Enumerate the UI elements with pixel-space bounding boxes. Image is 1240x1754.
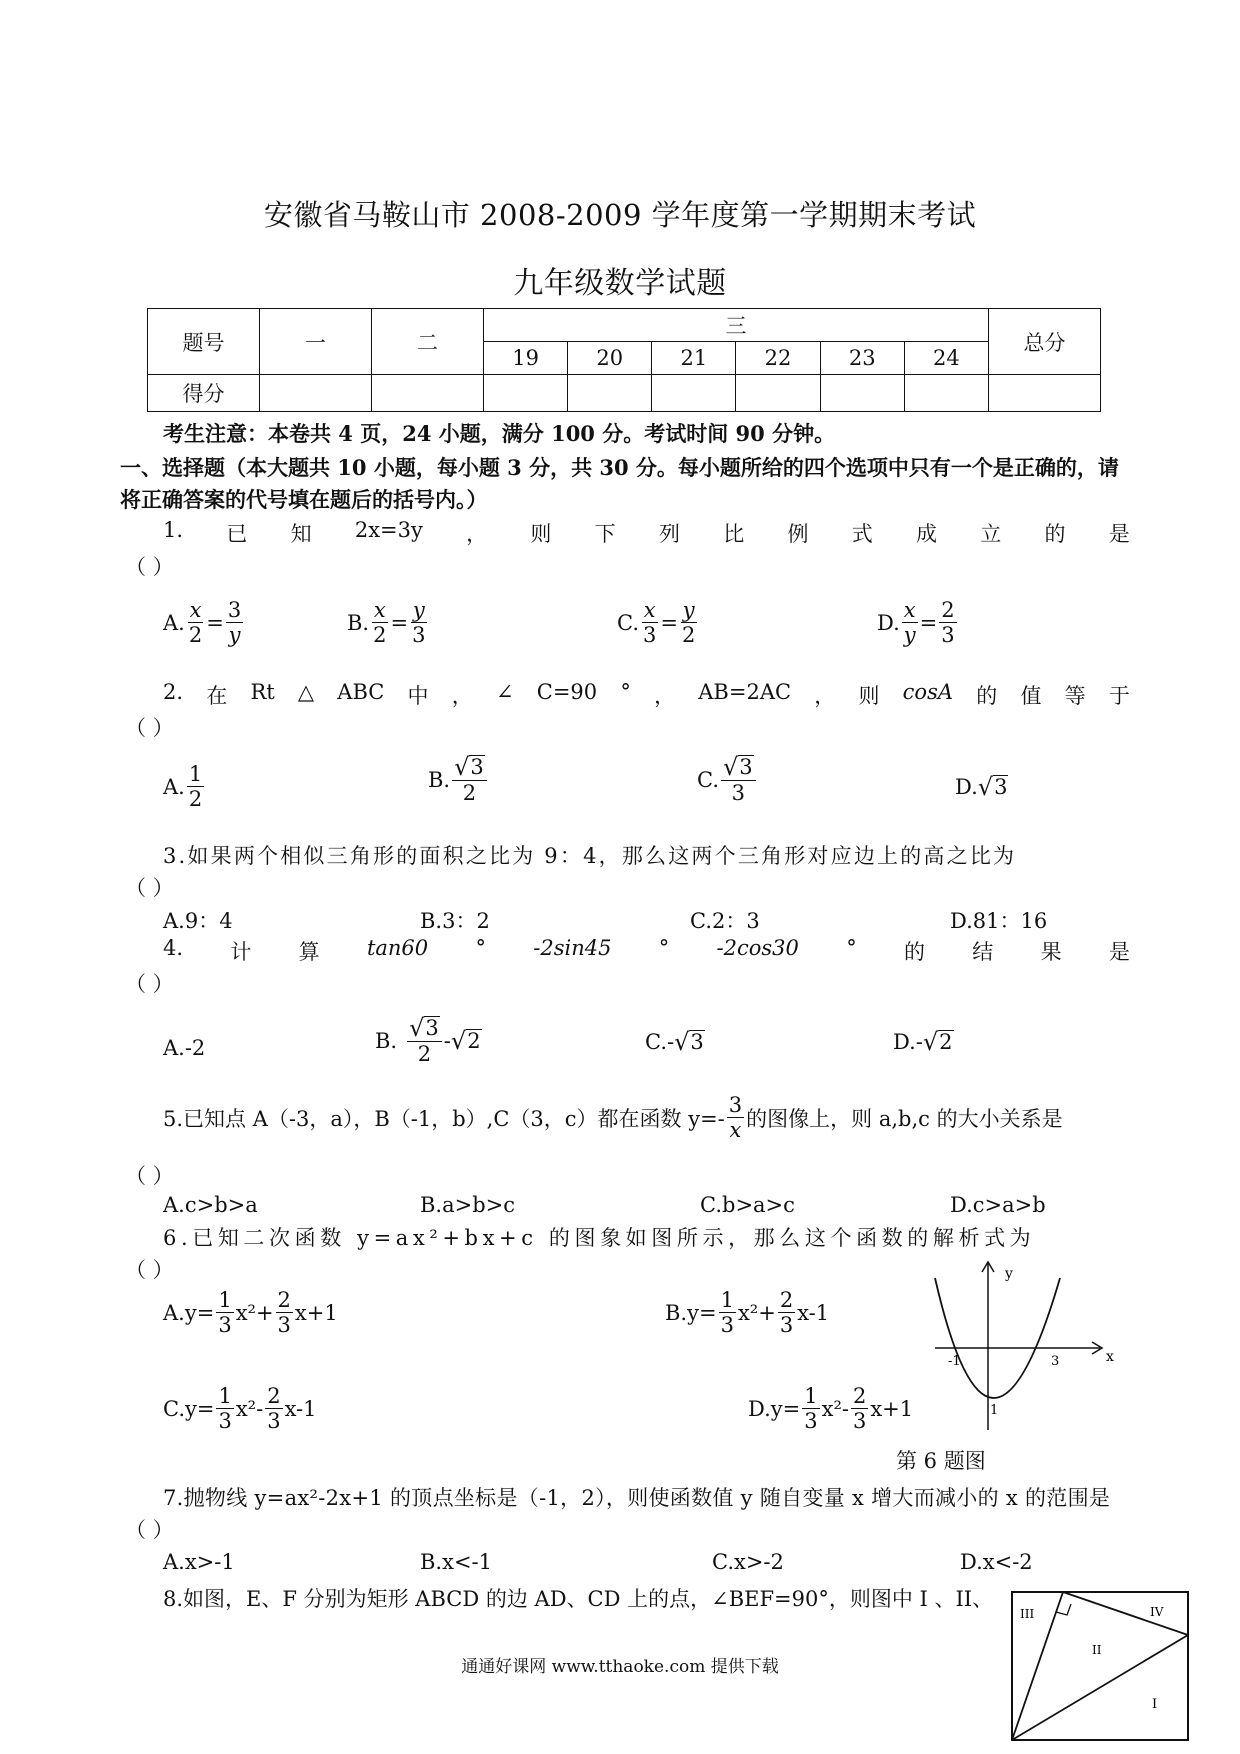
q6-answer-paren: （ ） bbox=[125, 1258, 174, 1282]
question-5-stem bbox=[163, 1093, 1130, 1142]
q5-option-a: A.c>b>a bbox=[163, 1193, 258, 1217]
option-label: D. bbox=[877, 610, 900, 635]
option-text: x²+ bbox=[235, 1300, 274, 1325]
radicand: 2 bbox=[467, 1029, 481, 1054]
sqrt-icon: √ bbox=[977, 773, 994, 802]
question-2-stem bbox=[163, 680, 1130, 710]
option-label: C. bbox=[697, 768, 719, 793]
question-7-stem: 7.抛物线 y=ax²-2x+1 的顶点坐标是（-1，2），则使函数值 y 随自变量 x 增大而减小的 x 的范围是 bbox=[163, 1486, 1111, 1510]
option-label: D. bbox=[955, 775, 978, 800]
q1-word: 已 bbox=[226, 522, 248, 546]
frac-den: 3 bbox=[720, 1313, 734, 1338]
frac-num: 2 bbox=[779, 1288, 794, 1312]
frac-den: 3 bbox=[779, 1313, 794, 1338]
q5-text-pre: 5.已知点 A（-3，a），B（-1，b）,C（3，c）都在函数 y=- bbox=[163, 1106, 725, 1131]
frac-den: y bbox=[903, 623, 916, 648]
frac-den: 3 bbox=[804, 1409, 818, 1434]
q2-word: ， bbox=[451, 684, 473, 708]
q7-option-c: C.x>-2 bbox=[712, 1550, 784, 1574]
table-qnum-19: 19 bbox=[484, 342, 568, 375]
table-header-two: 二 bbox=[372, 309, 484, 375]
q2-option-a bbox=[163, 762, 206, 811]
frac-num: 1 bbox=[218, 1384, 232, 1408]
option-label: B. bbox=[347, 610, 370, 635]
q7-option-b: B.x<-1 bbox=[420, 1550, 493, 1574]
q4-word: tan60 bbox=[366, 936, 429, 960]
option-label: C.y= bbox=[163, 1396, 215, 1421]
radicand: 3 bbox=[425, 1016, 439, 1040]
option-text: x-1 bbox=[797, 1300, 830, 1325]
q2-word: cosA bbox=[902, 680, 954, 704]
q4-word: ° bbox=[658, 936, 670, 960]
option-label: A. bbox=[163, 774, 185, 799]
frac-den: 2 bbox=[681, 623, 696, 648]
q1-word: 列 bbox=[658, 522, 680, 546]
q2-word: △ bbox=[297, 680, 315, 704]
region-label-1: I bbox=[1152, 1697, 1158, 1712]
option-text: x+1 bbox=[294, 1300, 338, 1325]
q3-option-d: D.81：16 bbox=[950, 909, 1048, 933]
q4-word: 4. bbox=[163, 936, 184, 960]
q2-answer-paren: （ ） bbox=[125, 716, 174, 740]
q2-word: 2. bbox=[163, 680, 184, 704]
frac-den: 3 bbox=[218, 1409, 232, 1434]
option-text: x²- bbox=[821, 1396, 849, 1421]
tick-label-minus-1: -1 bbox=[948, 1354, 961, 1369]
radicand: 3 bbox=[994, 775, 1008, 799]
option-text: x²+ bbox=[737, 1300, 776, 1325]
option-label: C. bbox=[617, 610, 639, 635]
q1-word: 立 bbox=[980, 522, 1002, 546]
q1-word: 比 bbox=[723, 522, 745, 546]
x-axis-label: x bbox=[1106, 1349, 1114, 1365]
q2-word: Rt bbox=[250, 680, 275, 704]
sqrt-icon: √ bbox=[409, 1014, 425, 1043]
q4-word: 结 bbox=[972, 940, 994, 964]
q4-word: 果 bbox=[1040, 940, 1062, 964]
page-footer: 通通好课网 www.tthaoke.com 提供下载 bbox=[461, 1657, 779, 1677]
q2-option-d bbox=[955, 773, 1008, 802]
q1-word: 1. bbox=[163, 518, 184, 542]
q6-option-d bbox=[748, 1384, 913, 1433]
equals: = bbox=[206, 610, 224, 635]
q2-word: AB=2AC bbox=[698, 680, 792, 704]
option-label: B. bbox=[375, 1029, 398, 1054]
table-header-total: 总分 bbox=[989, 309, 1101, 375]
q6-option-c bbox=[163, 1384, 317, 1433]
table-qnum-21: 21 bbox=[652, 342, 736, 375]
q7-option-a: A.x>-1 bbox=[163, 1550, 235, 1574]
q6-option-b bbox=[665, 1288, 829, 1337]
q5-option-b: B.a>b>c bbox=[420, 1193, 516, 1217]
option-text: x-1 bbox=[284, 1396, 317, 1421]
option-label: A.y= bbox=[163, 1300, 215, 1325]
option-label: C.- bbox=[645, 1030, 675, 1055]
frac-num: 1 bbox=[720, 1288, 734, 1312]
q4-option-a: A.-2 bbox=[163, 1036, 206, 1060]
frac-den: 2 bbox=[188, 623, 203, 648]
q1-option-d bbox=[877, 598, 959, 647]
q1-word: 知 bbox=[290, 522, 312, 546]
q4-option-b bbox=[375, 1016, 482, 1066]
q1-word: 是 bbox=[1108, 522, 1130, 546]
sqrt-icon: √ bbox=[454, 753, 470, 782]
equals: = bbox=[660, 610, 678, 635]
q2-word: ABC bbox=[337, 680, 385, 704]
tick-label-3: 3 bbox=[1051, 1354, 1060, 1369]
question-4-stem bbox=[163, 936, 1130, 966]
frac-num: 1 bbox=[804, 1384, 818, 1408]
sqrt-icon: √ bbox=[922, 1028, 939, 1057]
region-label-4: IV bbox=[1150, 1605, 1164, 1619]
frac-num: y bbox=[682, 598, 695, 622]
q3-answer-paren: （ ） bbox=[125, 876, 174, 900]
q4-word: 的 bbox=[904, 940, 925, 964]
table-qnum-23: 23 bbox=[820, 342, 904, 375]
table-header-one: 一 bbox=[260, 309, 372, 375]
score-cell bbox=[484, 375, 568, 412]
frac-num: 1 bbox=[188, 762, 203, 786]
frac-den: 3 bbox=[277, 1313, 291, 1338]
q1-word: ， bbox=[466, 522, 488, 546]
region-label-2: II bbox=[1092, 1643, 1102, 1657]
radicand: 3 bbox=[739, 755, 753, 779]
exam-notice: 考生注意：本卷共 4 页，24 小题，满分 100 分。考试时间 90 分钟。 bbox=[163, 421, 836, 446]
equals: = bbox=[919, 610, 938, 635]
q1-word: 2x=3y bbox=[354, 518, 423, 542]
frac-num: 3 bbox=[227, 598, 242, 622]
question-8-stem: 8.如图，E、F 分别为矩形 ABCD 的边 AD、CD 上的点，∠BEF=90°，则图中 I 、II、 bbox=[163, 1587, 994, 1611]
q1-word: 例 bbox=[787, 522, 809, 546]
q2-word: ° bbox=[620, 680, 631, 704]
q4-word: 计 bbox=[230, 940, 252, 964]
section1-heading-line1: 一、选择题（本大题共 10 小题，每小题 3 分，共 30 分。每小题所给的四个选项中只有一个是正确的，请 bbox=[120, 455, 1119, 480]
q4-word: 是 bbox=[1108, 940, 1130, 964]
q2-word: ∠ bbox=[495, 680, 514, 704]
sqrt-icon: √ bbox=[450, 1027, 467, 1056]
frac-num: 2 bbox=[267, 1384, 281, 1408]
q4-word: ° bbox=[475, 936, 486, 960]
q1-word: 式 bbox=[851, 522, 873, 546]
option-label: B.y= bbox=[665, 1300, 717, 1325]
q2-word: 的 bbox=[976, 684, 998, 708]
score-cell bbox=[904, 375, 988, 412]
frac-den: 2 bbox=[417, 1042, 432, 1067]
option-text: x+1 bbox=[870, 1396, 914, 1421]
frac-num: 3 bbox=[728, 1093, 743, 1117]
sqrt-icon: √ bbox=[723, 753, 739, 782]
frac-num: 2 bbox=[852, 1384, 867, 1408]
frac-den: 2 bbox=[188, 787, 203, 812]
q7-answer-paren: （ ） bbox=[125, 1518, 174, 1542]
q4-word: 算 bbox=[298, 940, 320, 964]
radicand: 2 bbox=[939, 1030, 953, 1054]
q3-option-c: C.2：3 bbox=[690, 909, 760, 933]
frac-den: 3 bbox=[267, 1409, 281, 1434]
region-label-3: III bbox=[1020, 1607, 1035, 1621]
frac-den: 3 bbox=[941, 623, 955, 648]
exam-subtitle: 九年级数学试题 bbox=[513, 266, 727, 301]
q7-option-d: D.x<-2 bbox=[960, 1550, 1033, 1574]
minus-sign: - bbox=[443, 1029, 451, 1054]
figure-6-caption: 第 6 题图 bbox=[896, 1449, 986, 1473]
frac-num: y bbox=[412, 598, 425, 622]
q1-word: 下 bbox=[594, 522, 616, 546]
q3-option-b: B.3：2 bbox=[420, 909, 490, 933]
frac-den: 3 bbox=[731, 781, 746, 806]
option-label: B. bbox=[428, 768, 451, 793]
segment-ef bbox=[1063, 1592, 1188, 1635]
table-qnum-22: 22 bbox=[736, 342, 820, 375]
q4-word: -2cos30 bbox=[716, 936, 799, 960]
table-qnum-20: 20 bbox=[568, 342, 652, 375]
frac-den: 3 bbox=[852, 1409, 867, 1434]
frac-num: x bbox=[903, 598, 916, 622]
q2-word: 则 bbox=[858, 684, 880, 708]
frac-den: 3 bbox=[218, 1313, 232, 1338]
exam-title: 安徽省马鞍山市 2008-2009 学年度第一学期期末考试 bbox=[263, 198, 977, 232]
q4-word: ° bbox=[846, 936, 857, 960]
frac-den: x bbox=[729, 1118, 742, 1143]
q2-word: 在 bbox=[206, 684, 228, 708]
score-cell bbox=[568, 375, 652, 412]
y-axis-label: y bbox=[1005, 1266, 1013, 1282]
frac-num: 2 bbox=[941, 598, 955, 622]
frac-den: 3 bbox=[643, 623, 657, 648]
q1-option-c bbox=[617, 598, 699, 647]
frac-den: 2 bbox=[373, 623, 387, 648]
q1-option-a bbox=[163, 598, 245, 647]
score-cell bbox=[652, 375, 736, 412]
q6-option-a bbox=[163, 1288, 338, 1337]
option-text: x²- bbox=[235, 1396, 264, 1421]
score-cell bbox=[820, 375, 904, 412]
score-cell bbox=[260, 375, 372, 412]
score-cell bbox=[372, 375, 484, 412]
question-3-stem: 3.如果两个相似三角形的面积之比为 9：4，那么这两个三角形对应边上的高之比为 bbox=[163, 844, 1017, 868]
frac-den: 3 bbox=[412, 623, 426, 648]
parabola-curve bbox=[935, 1278, 1060, 1398]
q5-answer-paren: （ ） bbox=[125, 1164, 174, 1188]
q2-option-b bbox=[428, 755, 489, 805]
equals: = bbox=[390, 610, 409, 635]
q5-option-d: D.c>a>b bbox=[950, 1193, 1046, 1217]
q1-word: 的 bbox=[1044, 522, 1066, 546]
q2-word: ， bbox=[814, 684, 836, 708]
question-1-stem bbox=[163, 518, 1130, 548]
score-table bbox=[147, 308, 1101, 412]
q2-word: 中 bbox=[407, 684, 429, 708]
q2-word: C=90 bbox=[536, 680, 598, 704]
frac-num: x bbox=[373, 598, 386, 622]
table-qnum-24: 24 bbox=[904, 342, 988, 375]
q2-word: 于 bbox=[1108, 684, 1130, 708]
option-label: A. bbox=[163, 610, 185, 635]
radicand: 3 bbox=[690, 1030, 704, 1054]
option-label: D.- bbox=[893, 1030, 923, 1055]
q1-word: 则 bbox=[530, 522, 552, 546]
option-label: D.y= bbox=[748, 1396, 801, 1421]
q2-word: 等 bbox=[1064, 684, 1086, 708]
frac-num: 2 bbox=[277, 1288, 291, 1312]
radicand: 3 bbox=[470, 755, 484, 779]
frac-den: y bbox=[228, 623, 241, 648]
score-cell bbox=[989, 375, 1101, 412]
table-score-label: 得分 bbox=[148, 375, 260, 412]
score-cell bbox=[736, 375, 820, 412]
table-header-qnum: 题号 bbox=[148, 309, 260, 375]
section1-heading-line2: 将正确答案的代号填在题后的括号内。） bbox=[120, 487, 488, 512]
q2-word: 值 bbox=[1020, 684, 1042, 708]
q1-option-b bbox=[347, 598, 429, 647]
q4-word: -2sin45 bbox=[533, 936, 612, 960]
q5-text-post: 的图像上，则 a,b,c 的大小关系是 bbox=[746, 1106, 1063, 1131]
parabola-figure bbox=[930, 1258, 1130, 1438]
frac-num: x bbox=[189, 598, 202, 622]
q4-option-c bbox=[645, 1028, 705, 1057]
q5-option-c: C.b>a>c bbox=[700, 1193, 795, 1217]
q2-word: ， bbox=[654, 684, 676, 708]
q1-word: 成 bbox=[916, 522, 937, 546]
q2-option-c bbox=[697, 755, 758, 805]
frac-num: 1 bbox=[218, 1288, 232, 1312]
table-header-three: 三 bbox=[484, 309, 989, 342]
q4-answer-paren: （ ） bbox=[125, 972, 174, 996]
frac-num: x bbox=[643, 598, 656, 622]
q4-option-d bbox=[893, 1028, 954, 1057]
q1-answer-paren: （ ） bbox=[125, 555, 174, 579]
sqrt-icon: √ bbox=[674, 1028, 690, 1057]
q3-option-a: A.9：4 bbox=[163, 909, 233, 933]
question-6-stem: 6.已知二次函数 y=ax²+bx+c 的图象如图所示，那么这个函数的解析式为 bbox=[163, 1226, 1036, 1250]
frac-den: 2 bbox=[462, 781, 477, 806]
tick-label-1: 1 bbox=[990, 1403, 999, 1418]
